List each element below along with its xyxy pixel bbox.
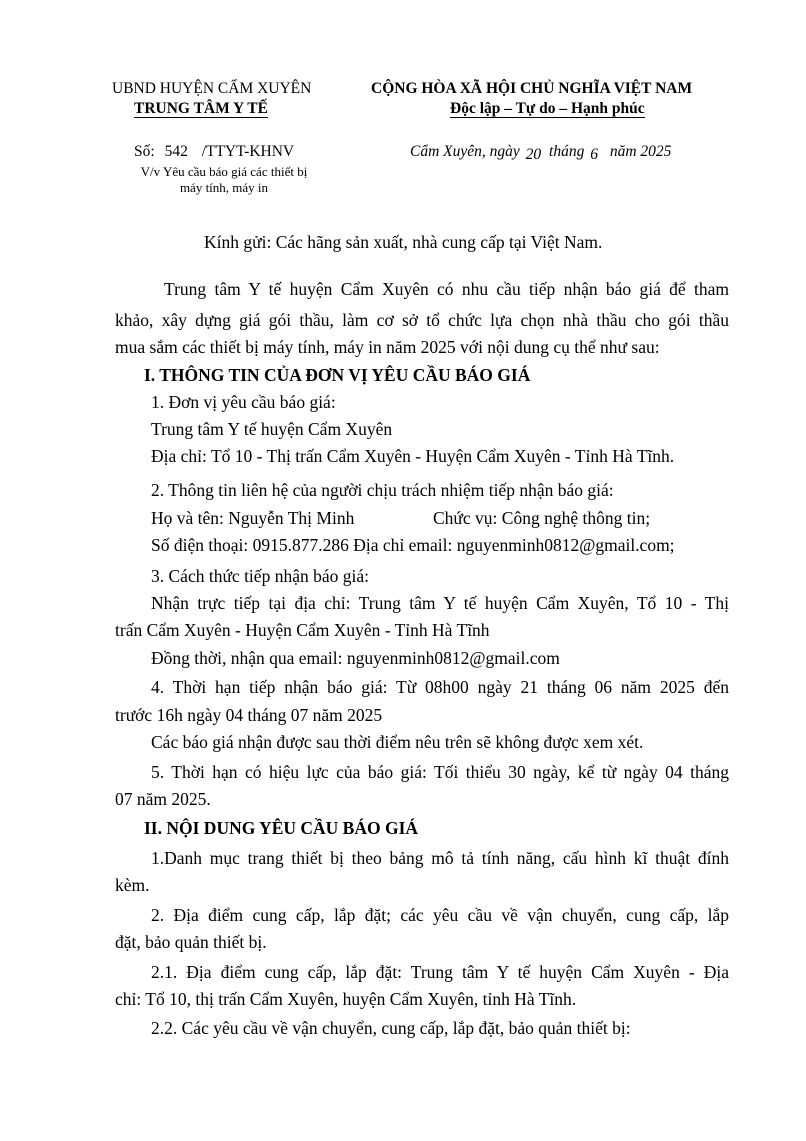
unit-name-text: TRUNG TÂM Y TẾ: [134, 100, 268, 117]
contact-position: Chức vụ: Công nghệ thông tin;: [433, 508, 651, 528]
validity-line-2: 07 năm 2025.: [115, 789, 211, 809]
section-1-title: I. THÔNG TIN CỦA ĐƠN VỊ YÊU CẦU BÁO GIÁ: [144, 365, 531, 385]
national-motto: [450, 99, 645, 119]
date-place: Cẩm Xuyên, ngày: [410, 143, 520, 160]
date-month-label: tháng: [549, 143, 585, 160]
section-2-item-2-2: 2.2. Các yêu cầu về vận chuyển, cung cấp, lắp đặt, bảo quản thiết bị:: [151, 1018, 631, 1038]
section-1-item-2: 2. Thông tin liên hệ của người chịu trách nhiệm tiếp nhận báo giá:: [151, 480, 614, 500]
number-label: Số:: [134, 143, 155, 160]
intro-line-2: khảo, xây dựng giá gói thầu, làm cơ sở tổ chức lựa chọn nhà thầu cho gói thầu: [115, 310, 729, 330]
intro-line-3: mua sắm các thiết bị máy tính, máy in năm 2025 với nội dung cụ thể như sau:: [115, 337, 660, 357]
date-day: 20: [525, 146, 542, 163]
intro-line-1: Trung tâm Y tế huyện Cẩm Xuyên có nhu cầu tiếp nhận báo giá để tham: [164, 279, 729, 299]
section-2-title: II. NỘI DUNG YÊU CẦU BÁO GIÁ: [144, 818, 419, 838]
section-2-item-2-line-1: 2. Địa điểm cung cấp, lắp đặt; các yêu cầu về vận chuyển, cung cấp, lắp: [151, 905, 729, 925]
validity-line-1: 5. Thời hạn có hiệu lực của báo giá: Tối thiểu 30 ngày, kể từ ngày 04 tháng: [151, 762, 729, 782]
national-motto-text: Độc lập – Tự do – Hạnh phúc: [450, 100, 645, 117]
number-value: 542: [164, 143, 188, 160]
unit-name: [134, 99, 268, 119]
late-quote-note: Các báo giá nhận được sau thời điểm nêu trên sẽ không được xem xét.: [151, 732, 644, 752]
subject-block: [104, 164, 344, 196]
contact-phone-email: Số điện thoại: 0915.877.286 Địa chỉ email: nguyenminh0812@gmail.com;: [151, 535, 675, 555]
deadline-line-2: trước 16h ngày 04 tháng 07 năm 2025: [115, 705, 383, 725]
national-title: CỘNG HÒA XÃ HỘI CHỦ NGHĨA VIỆT NAM: [371, 80, 693, 97]
section-1-item-3: 3. Cách thức tiếp nhận báo giá:: [151, 566, 369, 586]
document-number: [134, 142, 294, 162]
deadline-line-1: 4. Thời hạn tiếp nhận báo giá: Từ 08h00 ngày 21 tháng 06 năm 2025 đến: [151, 677, 729, 697]
date-line: [410, 142, 671, 162]
subject-line-1: V/v Yêu cầu báo giá các thiết bị: [140, 164, 308, 179]
agency-name: UBND HUYỆN CẨM XUYÊN: [112, 80, 312, 97]
recipient-line: Kính gửi: Các hãng sản xuất, nhà cung cấp tại Việt Nam.: [204, 232, 603, 252]
date-month: 6: [590, 146, 598, 163]
section-2-item-1-line-2: kèm.: [115, 875, 150, 895]
contact-name: Họ và tên: Nguyễn Thị Minh: [151, 508, 355, 528]
section-2-item-2-1-line-2: chỉ: Tổ 10, thị trấn Cẩm Xuyên, huyện Cẩm Xuyên, tỉnh Hà Tĩnh.: [115, 989, 577, 1009]
section-1-item-1: 1. Đơn vị yêu cầu báo giá:: [151, 392, 336, 412]
subject-line-2: máy tính, máy in: [179, 180, 269, 195]
section-2-item-2-1-line-1: 2.1. Địa điểm cung cấp, lắp đặt: Trung tâm Y tế huyện Cẩm Xuyên - Địa: [151, 962, 729, 982]
receive-direct-line-1: Nhận trực tiếp tại địa chỉ: Trung tâm Y tế huyện Cẩm Xuyên, Tổ 10 - Thị: [151, 593, 729, 613]
section-1-address: Địa chỉ: Tổ 10 - Thị trấn Cẩm Xuyên - Huyện Cẩm Xuyên - Tỉnh Hà Tĩnh.: [151, 446, 675, 466]
number-code: /TTYT-KHNV: [201, 143, 295, 160]
receive-email: Đồng thời, nhận qua email: nguyenminh0812@gmail.com: [151, 648, 560, 668]
receive-direct-line-2: trấn Cẩm Xuyên - Huyện Cẩm Xuyên - Tỉnh Hà Tĩnh: [115, 620, 490, 640]
section-2-item-1-line-1: 1.Danh mục trang thiết bị theo bảng mô tả tính năng, cấu hình kĩ thuật đính: [151, 848, 729, 868]
date-year: năm 2025: [609, 143, 672, 160]
section-1-unit: Trung tâm Y tế huyện Cẩm Xuyên: [151, 419, 393, 439]
section-2-item-2-line-2: đặt, bảo quản thiết bị.: [115, 932, 267, 952]
